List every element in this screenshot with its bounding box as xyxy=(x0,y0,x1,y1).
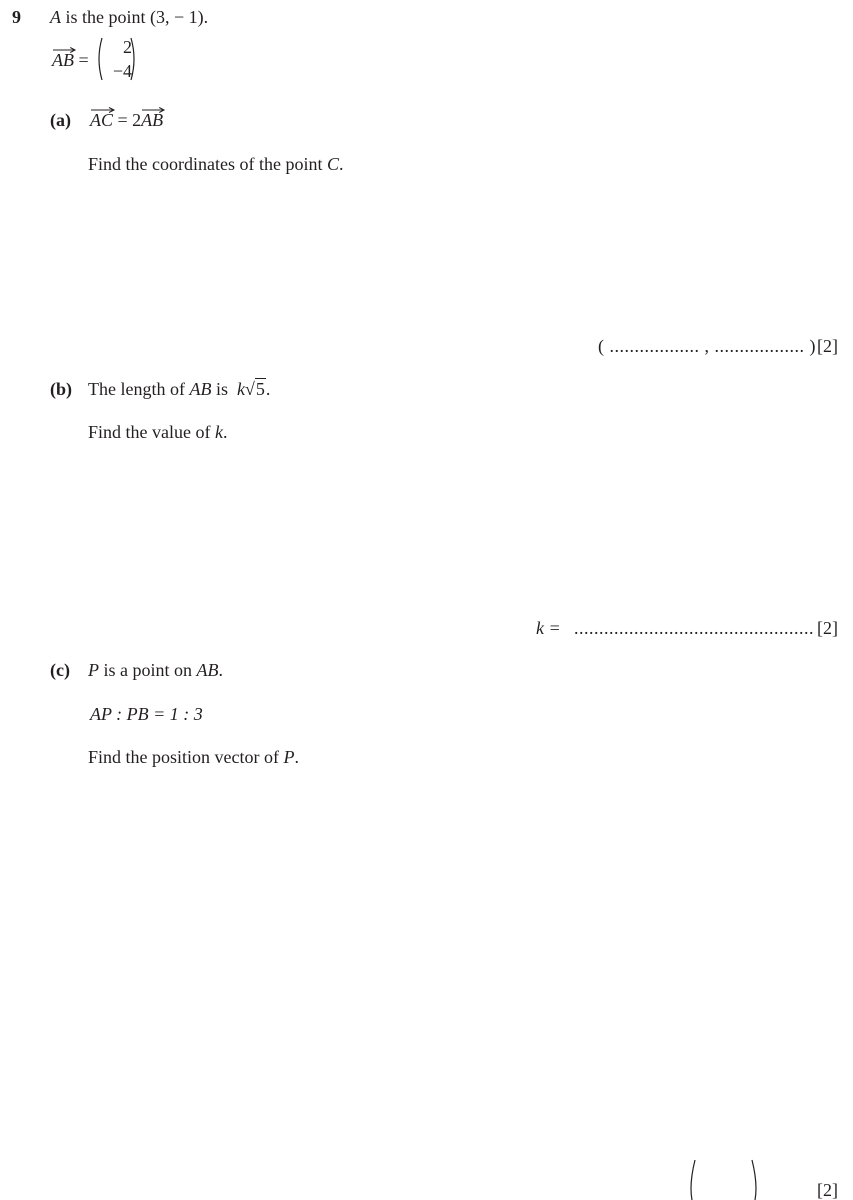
question-intro xyxy=(50,8,208,26)
vector-ab: AB xyxy=(52,51,74,69)
vector-arrow-icon xyxy=(91,107,115,113)
part-c-ratio: AP : PB = 1 : 3 xyxy=(90,704,203,724)
intro-text: is the point xyxy=(65,7,146,27)
point-a-coords: (3, − 1). xyxy=(150,7,209,27)
part-a-answer-line[interactable]: ( .................. , .................. ) xyxy=(598,336,816,356)
vector-ab: AB xyxy=(141,111,163,129)
square-root: √5 xyxy=(245,379,265,399)
part-a-label: (a) xyxy=(50,110,71,130)
equals-sign: = xyxy=(78,50,89,70)
ab-vector-lhs xyxy=(52,51,89,69)
part-a-equation: AC = 2 AB xyxy=(90,111,163,129)
part-c-statement: P is a point on AB. xyxy=(88,660,223,680)
part-c-prompt: Find the position vector of P. xyxy=(88,747,299,767)
vector-arrow-icon xyxy=(142,107,165,113)
part-c-label: (c) xyxy=(50,660,70,680)
part-a-prompt: Find the coordinates of the point C. xyxy=(88,154,344,174)
part-a-marks: [2] xyxy=(817,336,838,356)
vector-bottom-value: −4 xyxy=(112,61,132,81)
part-b-prompt: Find the value of k. xyxy=(88,422,228,442)
point-a-label: A xyxy=(50,7,61,27)
part-b-statement: The length of AB is k√5. xyxy=(88,379,271,399)
part-b-answer-line[interactable]: ................................................ xyxy=(574,618,814,638)
vector-top-value: 2 xyxy=(123,37,132,57)
part-b-answer-label: k = xyxy=(536,618,561,638)
question-number: 9 xyxy=(12,7,21,27)
answer-column-vector[interactable] xyxy=(688,1158,762,1200)
vector-ac: AC xyxy=(90,111,113,129)
vector-arrow-icon xyxy=(53,47,76,53)
part-b-label: (b) xyxy=(50,379,72,399)
part-c-marks: [2] xyxy=(817,1180,838,1200)
part-b-marks: [2] xyxy=(817,618,838,638)
